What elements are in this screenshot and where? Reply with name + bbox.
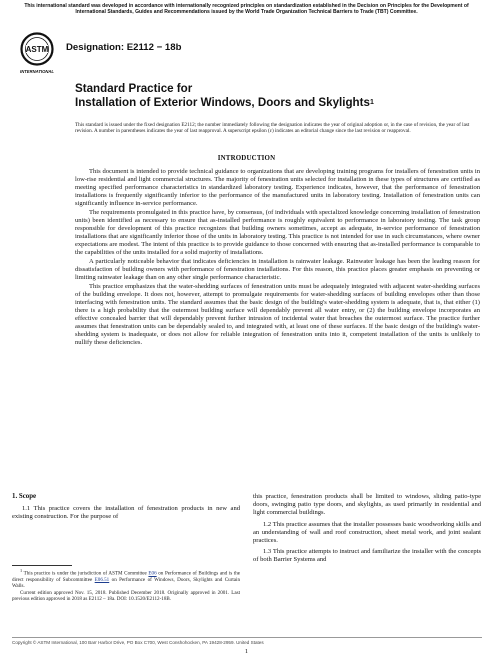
right-column	[253, 493, 481, 568]
committee-link[interactable]: E06	[148, 570, 157, 577]
page-number: 1	[244, 648, 249, 655]
footnote-jurisdiction: $^1$ This practice is under the jurisdiction of ASTM Committee E06 on Performance of Buildings and is the direct responsibility of Subcommittee E06.51 on Performance of Windows, Doors, Skylights and Curtain Walls.	[12, 568, 241, 590]
introduction-heading: INTRODUCTION	[217, 155, 276, 162]
designation: Designation: E2112 − 18b	[66, 42, 182, 53]
standard-designation-note: This standard is issued under the fixed designation E2112; the number immediately following the designation indicates the year of original adoption or, in the case of revision, the year of last revision. A number in parentheses indicates the year of last reapproval. A superscript epsilon (ε) indicates an editorial change since the last revision or reapproval.	[75, 122, 470, 135]
scope-1-3: 1.3 This practice attempts to instruct and familiarize the installer with the concepts of both Barrier Systems and	[253, 548, 481, 564]
intro-paragraph: The requirements promulgated in this practice have, by consensus, (of individuals with specialized knowledge concerning installation of fenestration units) been identified as necessary to ensure that as-installed performance is roughly equivalent to performance in laboratory testing. The task group responsible for development of this practice recognizes that building owners sometimes, accept as adequate, in-service performance of fenestration installations that are significantly inferior those of the units in laboratory testing. This practice is not intended for use in such circumstances, where owner expectations are modest. The intent of this practice is to provide guidance to those concerned with ensuring that as-installed performance is comparable to the capabilities of the units installed for a solid majority of installations.	[75, 209, 480, 256]
footnote	[12, 568, 240, 602]
logo-subtext: INTERNATIONAL	[20, 69, 54, 74]
intro-paragraph: This practice emphasizes that the water-shedding surfaces of fenestration units must be adequately integrated with adjacent water-shedding surfaces of the building envelope. It does not, however, attempt to promulgate requirements for water-shedding surfaces of building envelopes other than those interfacing with fenestration units. The standard assumes that the basic design of the building's water-shedding system is adequate, that is, that either (1) there is a high probability that the outermost building surface will dependably prevent all water entry, or (2) the building envelope incorporates an effective concealed barrier that will dependably prevent further intrusion of incidental water that breaches the outermost surface. The practice further assumes that fenestration units can be dependably sealed to, and integrated with, at least one of these surfaces. If the basic design of the building's water-shedding system is inadequate, or does not allow for reliable integration of fenestration units into it, competent installation of the units is unlikely to nullify these deficiencies.	[75, 283, 480, 346]
astm-logo-icon	[18, 32, 56, 76]
title-footnote-mark: 1	[369, 98, 374, 106]
scope-1-1-continued: this practice, fenestration products shall be limited to windows, sliding patio-type doors, swinging patio type doors, and skylights, as used primarily in residential and light commercial buildings.	[253, 493, 481, 516]
subcommittee-link[interactable]: E06.51	[94, 576, 110, 583]
scope-heading: 1. Scope	[12, 493, 37, 500]
document-title	[75, 82, 374, 109]
footnote-edition: Current edition approved Nov. 15, 2018. Published December 2018. Originally approved in 2001. Last previous edition approved in 2018 as E2112 – 18a. DOI: 10.1520/E2112-18B.	[12, 589, 240, 602]
title-line-1: Standard Practice for	[75, 82, 193, 95]
logo-text: ASTM	[25, 45, 49, 54]
title-main: Installation of Exterior Windows, Doors and Skylights	[75, 95, 370, 109]
standard-notice: This international standard was developed in accordance with internationally recognized principles on standardization established in the Decision on Principles for the Development of International Standards, Guides and Recommendations issued by the World Trade Organization Technical Barriers to Trade (TBT) Committee.	[24, 3, 469, 16]
introduction-body	[75, 168, 480, 348]
scope-1-2: 1.2 This practice assumes that the installer possesses basic woodworking skills and an understanding of wall and roof construction, sheet metal work, and joint sealant practices.	[253, 520, 481, 544]
astm-logo	[18, 32, 56, 76]
intro-paragraph: A particularly noticeable behavior that indicates deficiencies in installation is rainwater leakage. Rainwater leakage has been the leading reason for dissatisfaction of building owners with performance of fenestration installations. For this reason, this practice places greater emphasis on preventing or limiting rainwater leakage than on any other single performance characteristic.	[75, 258, 480, 281]
intro-paragraph: This document is intended to provide technical guidance to organizations that are developing training programs for installers of fenestration units in low-rise residential and light commercial structures. The majority of fenestration units selected for installation in these types of structures are certified as meeting specified performance characteristics in standardized laboratory testing. Experience indicates, however, that the performance of fenestration installations is frequently significantly inferior to the performance of the manufactured units in laboratory testing. Installation of fenestration units can significantly influence in-service performance.	[75, 168, 480, 207]
scope-1-1: 1.1 This practice covers the installation of fenestration products in new and existing construction. For the purpose of	[12, 505, 240, 520]
title-line-2	[75, 96, 374, 110]
copyright-line: Copyright © ASTM International, 100 Barr Harbor Drive, PO Box C700, West Conshohocken, PA 19428-2959. United States	[12, 637, 482, 645]
footnote-divider	[12, 565, 72, 566]
left-column	[12, 505, 240, 521]
